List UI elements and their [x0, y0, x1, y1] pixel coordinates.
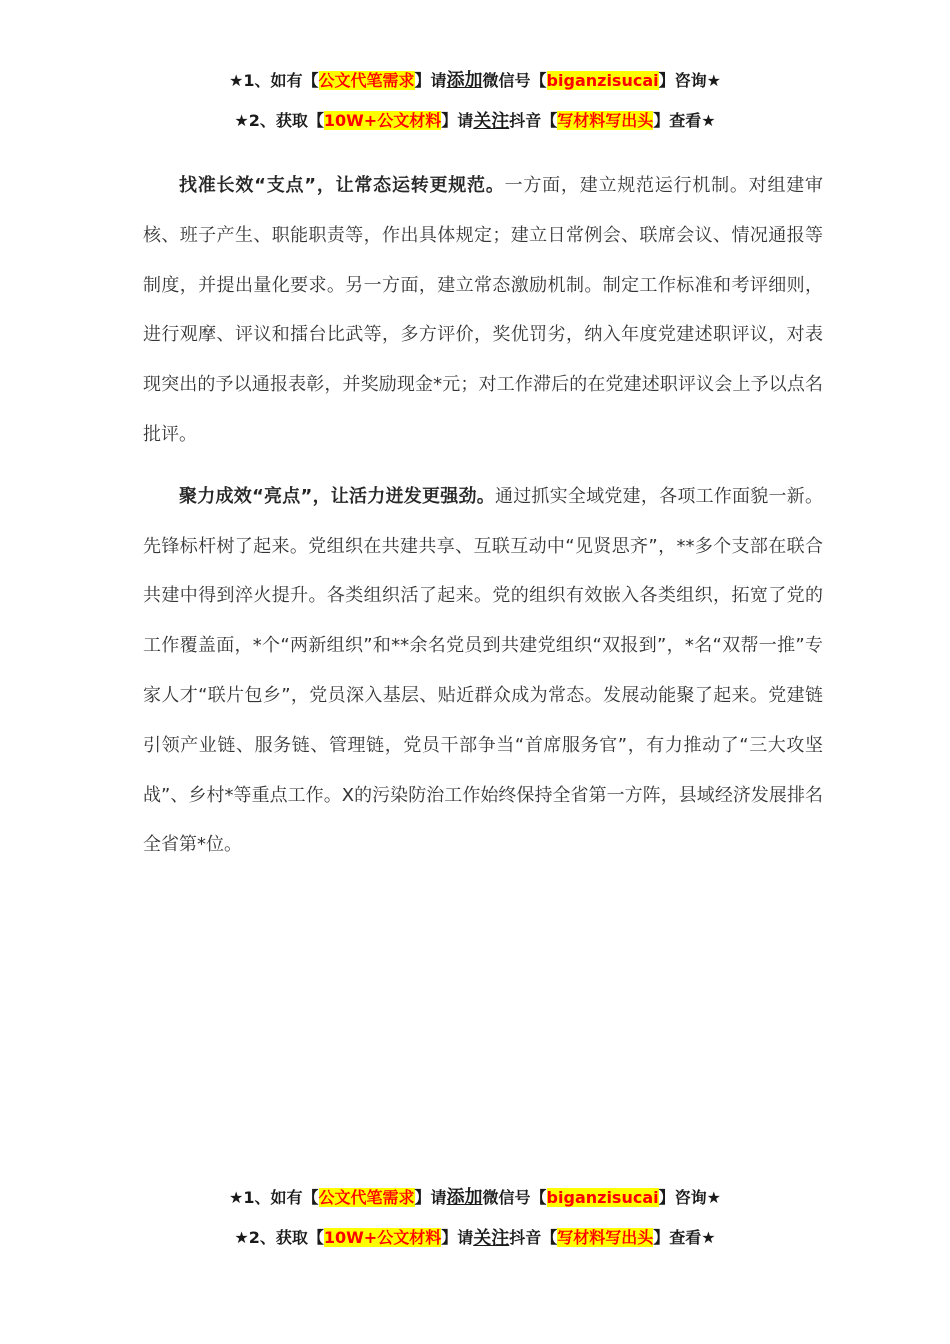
promo-text: 微信号【	[482, 1188, 547, 1207]
header-promo-line-1	[0, 69, 950, 93]
promo-emphasis: 关注	[473, 111, 510, 132]
promo-highlight-wechat-id: biganzisucai	[546, 1188, 659, 1207]
paragraph-lead-heading: 找准长效“支点”，让常态运转更规范。	[179, 175, 505, 196]
promo-prefix: ★2、获取【	[234, 1228, 324, 1247]
promo-highlight-douyin-id: 写材料写出头	[557, 1228, 654, 1247]
promo-text: 】请	[441, 111, 474, 130]
paragraph-text: 通过抓实全域党建，各项工作面貌一新。先锋标杆树了起来。党组织在共建共享、互联互动中“见贤思齐”，**多个支部在联合共建中得到淬火提升。各类组织活了起来。党的组织有效嵌入各类组织，拓宽了党的工作覆盖面，*个“两新组织”和**余名党员到共建党组织“双报到”，*名“双帮一推”专家人才“联片包乡”，党员深入基层、贴近群众成为常态。发展动能聚了起来。党建链引领产业链、服务链、管理链，党员干部争当“首席服务官”，有力推动了“三大攻坚战”、乡村*等重点工作。X的污染防治工作始终保持全省第一方阵，县域经济发展排名全省第*位。	[143, 485, 823, 856]
promo-prefix: ★2、获取【	[234, 111, 324, 130]
footer-promo-line-2	[0, 1226, 950, 1250]
footer-promo-line-1	[0, 1186, 950, 1210]
promo-suffix: 】咨询★	[658, 71, 721, 90]
promo-highlight-wechat-id: biganzisucai	[546, 71, 659, 90]
body-paragraph-1	[143, 161, 823, 460]
promo-suffix: 】查看★	[653, 111, 716, 130]
paragraph-text: 一方面，建立规范运行机制。对组建审核、班子产生、职能职责等，作出具体规定；建立日常例会、联席会议、情况通报等制度，并提出量化要求。另一方面，建立常态激励机制。制定工作标准和考评细则，进行观摩、评议和擂台比武等，多方评价，奖优罚劣，纳入年度党建述职评议，对表现突出的予以通报表彰，并奖励现金*元；对工作滞后的在党建述职评议会上予以点名批评。	[143, 175, 823, 445]
promo-emphasis: 添加	[446, 1187, 483, 1208]
promo-highlight-service: 公文代笔需求	[318, 71, 415, 90]
promo-emphasis: 关注	[473, 1228, 510, 1249]
promo-text: 】请	[414, 1188, 447, 1207]
document-body	[143, 161, 823, 870]
promo-highlight-materials: 10W+公文材料	[323, 111, 442, 130]
paragraph-lead-heading: 聚力成效“亮点”，让活力迸发更强劲。	[179, 485, 495, 507]
promo-emphasis: 添加	[446, 70, 483, 91]
promo-text: 微信号【	[482, 71, 547, 90]
promo-prefix: ★1、如有【	[229, 1188, 319, 1207]
promo-text: 】请	[414, 71, 447, 90]
promo-text: 抖音【	[509, 111, 558, 130]
body-paragraph-2	[143, 472, 823, 870]
promo-text: 】请	[441, 1228, 474, 1247]
promo-suffix: 】查看★	[653, 1228, 716, 1247]
promo-highlight-douyin-id: 写材料写出头	[557, 111, 654, 130]
promo-prefix: ★1、如有【	[229, 71, 319, 90]
promo-highlight-service: 公文代笔需求	[318, 1188, 415, 1207]
header-promo-line-2	[0, 109, 950, 133]
promo-text: 抖音【	[509, 1228, 558, 1247]
promo-highlight-materials: 10W+公文材料	[323, 1228, 442, 1247]
promo-suffix: 】咨询★	[658, 1188, 721, 1207]
